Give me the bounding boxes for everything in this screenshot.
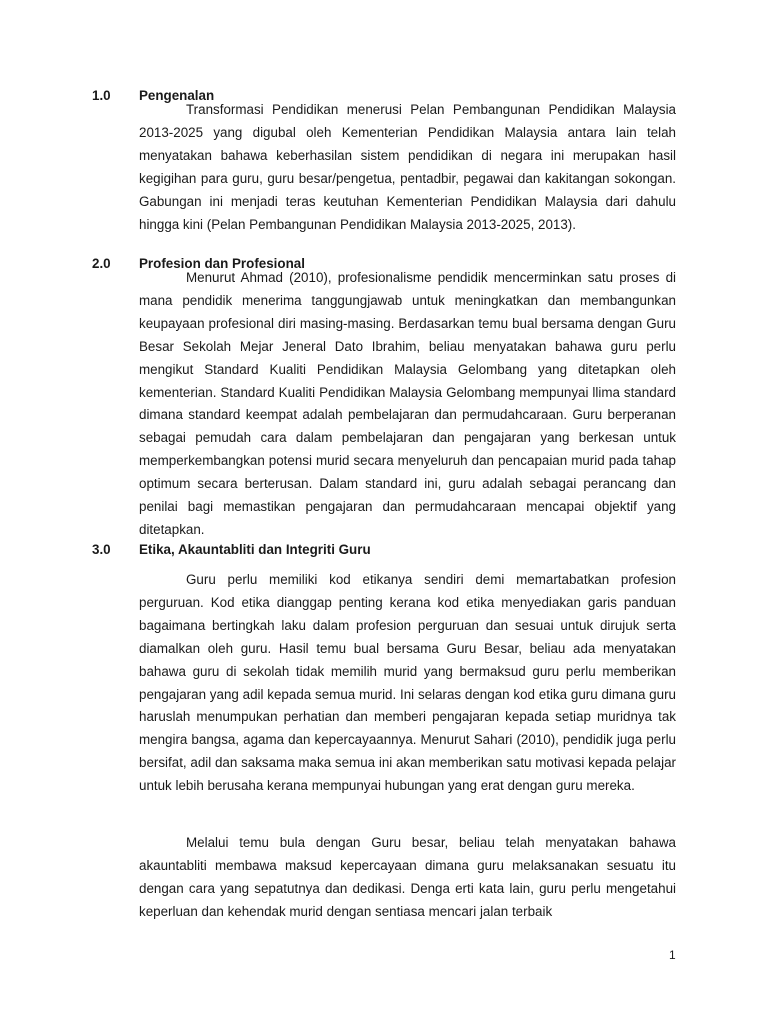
section-title: Etika, Akauntabliti dan Integriti Guru [139,542,371,557]
section-1-paragraph-1: Transformasi Pendidikan menerusi Pelan Pembangunan Pendidikan Malaysia 2013-2025 yang digubal oleh Kementerian Pendidikan Malaysia antara lain telah menyatakan bahawa keberhasilan sistem pendidikan di negara ini merupakan hasil kegigihan para guru, guru besar/pengetua, pentadbir, pegawai dan kakitangan sokongan. Gabungan ini menjadi teras keutuhan Kementerian Pendidikan Malaysia dari dahulu hingga kini (Pelan Pembangunan Pendidikan Malaysia 2013-2025, 2013). [139,102,676,232]
section-number: 2.0 [92,256,111,271]
section-3-paragraph-2: Melalui temu bula dengan Guru besar, beliau telah menyatakan bahawa akauntabliti membawa maksud kepercayaan dimana guru melaksanakan sesuatu itu dengan cara yang sepatutnya dan dedikasi. Denga erti kata lain, guru perlu mengetahui keperluan dan kehendak murid dengan sentiasa mencari jalan terbaik [139,835,676,919]
section-title: Profesion dan Profesional [139,256,305,271]
section-3-paragraph-1: Guru perlu memiliki kod etikanya sendiri demi memartabatkan profesion perguruan. Kod etika dianggap penting kerana kod etika menyediakan garis panduan bagaimana bertingkah laku dalam profesion perguruan dan sesuai untuk dirujuk serta diamalkan oleh guru. Hasil temu bual bersama Guru Besar, beliau ada menyatakan bahawa guru di sekolah tidak memilih murid yang bermaksud guru perlu memberikan pengajaran yang adil kepada semua murid. Ini selaras dengan kod etika guru dimana guru haruslah menumpukan perhatian dan memberi pengajaran kepada setiap muridnya tak mengira bangsa, agama dan kepercayaannya. Menurut Sahari (2010), pendidik juga perlu bersifat, adil dan saksama maka semua ini akan memberikan satu motivasi kepada pelajar untuk lebih berusaha kerana mempunyai hubungan yang erat dengan guru mereka. [139,572,676,794]
page-number: 1 [669,948,676,962]
section-number: 1.0 [92,88,111,103]
section-2-paragraph-1: Menurut Ahmad (2010), profesionalisme pendidik mencerminkan satu proses di mana pendidik menerima tanggungjawab untuk meningkatkan dan membangunkan keupayaan profesional diri masing-masing. Berdasarkan temu bual bersama dengan Guru Besar Sekolah Mejar Jeneral Dato Ibrahim, beliau menyatakan bahawa guru perlu mengikut Standard Kualiti Pendidikan Malaysia Gelombang yang ditetapkan oleh kementerian. Standard Kualiti Pendidikan Malaysia Gelombang mempunyai llima standard dimana standard keempat adalah pembelajaran dan permudahcaraan. Guru berperanan sebagai pemudah cara dalam pembelajaran dan pengajaran yang berkesan untuk memperkembangkan potensi murid secara menyeluruh dan pencapaian murid pada tahap optimum secara berterusan. Dalam standard ini, guru adalah sebagai perancang dan penilai bagi memastikan pengajaran dan permudahcaraan mencapai objektif yang ditetapkan. [139,270,676,537]
section-number: 3.0 [92,542,111,557]
section-title: Pengenalan [139,88,215,103]
